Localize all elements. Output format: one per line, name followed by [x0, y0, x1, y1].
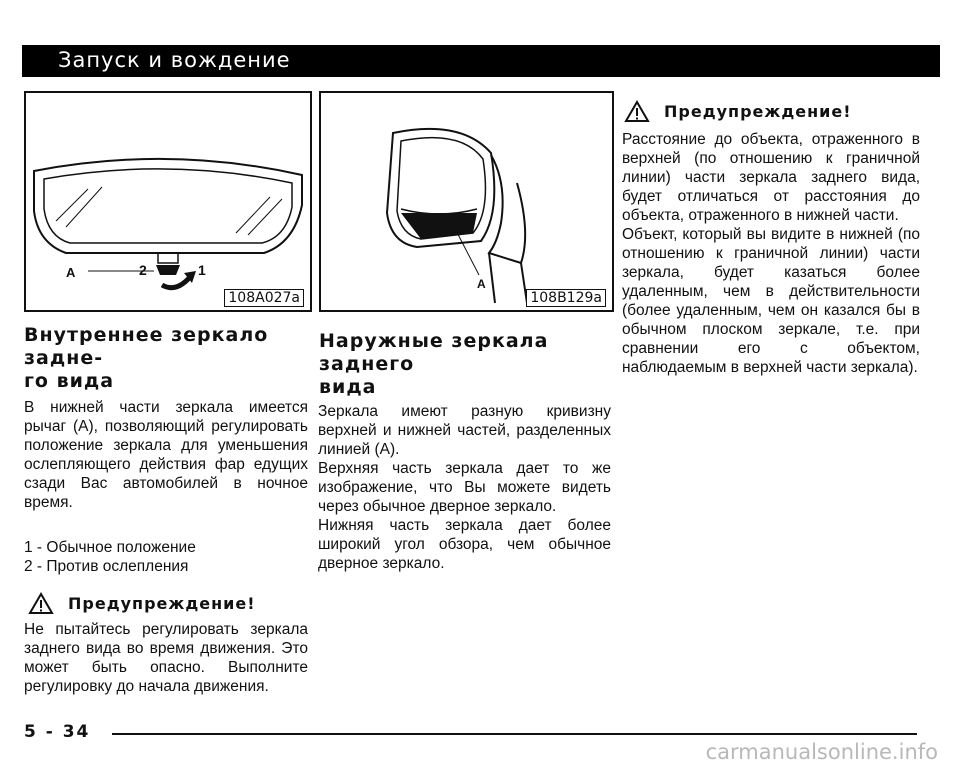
interior-mirror-heading: Внутреннее зеркало задне- го вида: [24, 324, 269, 392]
interior-mirror-description: В нижней части зеркала имеется рычаг (А), позволяющий регулировать положение зеркала для уменьшения ослепляющего действия фар едущих сзади Вас автомобилей в ночное время.: [24, 399, 308, 511]
interior-warning-heading: Предупреждение!: [28, 592, 256, 615]
warning-triangle-icon: [28, 592, 54, 615]
figure-label-1: 1: [198, 262, 206, 278]
figure-label-a: A: [477, 277, 486, 291]
exterior-mirror-illustration: [321, 93, 612, 310]
figure-label-a: A: [66, 265, 76, 280]
page-number: 5 - 34: [24, 722, 91, 742]
figure-code: 108B129a: [526, 289, 606, 307]
exterior-mirror-heading: Наружные зеркала заднего вида: [319, 330, 549, 398]
exterior-warning-text: Расстояние до объекта, отраженного в верхней (по отношению к граничной линии) части зеркала заднего вида, будет отличаться от расстояния до объекта, отраженного в нижней части. Объект, который вы видите в нижней (по отношению к граничной линии) части зеркала, будет казаться более удаленным, чем в действительности (более удаленным, чем он казался бы в обычном плоском зеркале, т.е. при сравнении его с объектом, наблюдаемым в верхней части зеркала).: [622, 131, 920, 376]
list-item: 1 - Обычное положение: [24, 539, 196, 556]
interior-warning-text: Не пытайтесь регулировать зеркала заднего вида во время движения. Это может быть опасно. Выполните регулировку до начала движения.: [24, 621, 308, 695]
exterior-mirror-description: Зеркала имеют разную кривизну верхней и нижней частей, разделенных линией (А). Верхняя часть зеркала дает то же изображение, что Вы можете видеть через обычное дверное зеркало. Нижняя часть зеркала дает более широкий угол обзора, чем обычное дверное зеркало.: [318, 403, 611, 572]
warning-triangle-icon: [624, 100, 650, 123]
list-item: 2 - Против ослепления: [24, 558, 189, 575]
watermark: carmanualsonline.info: [705, 740, 938, 764]
figure-code: 108A027a: [224, 289, 304, 307]
interior-mirror-figure: [24, 91, 312, 312]
figure-label-2: 2: [139, 262, 147, 278]
interior-mirror-positions: [24, 538, 308, 576]
footer-divider: [112, 733, 917, 735]
exterior-warning-heading: Предупреждение!: [624, 100, 852, 123]
header-bar: [22, 45, 940, 77]
exterior-mirror-figure: [319, 91, 614, 312]
page-section-title: Запуск и вождение: [58, 48, 291, 72]
